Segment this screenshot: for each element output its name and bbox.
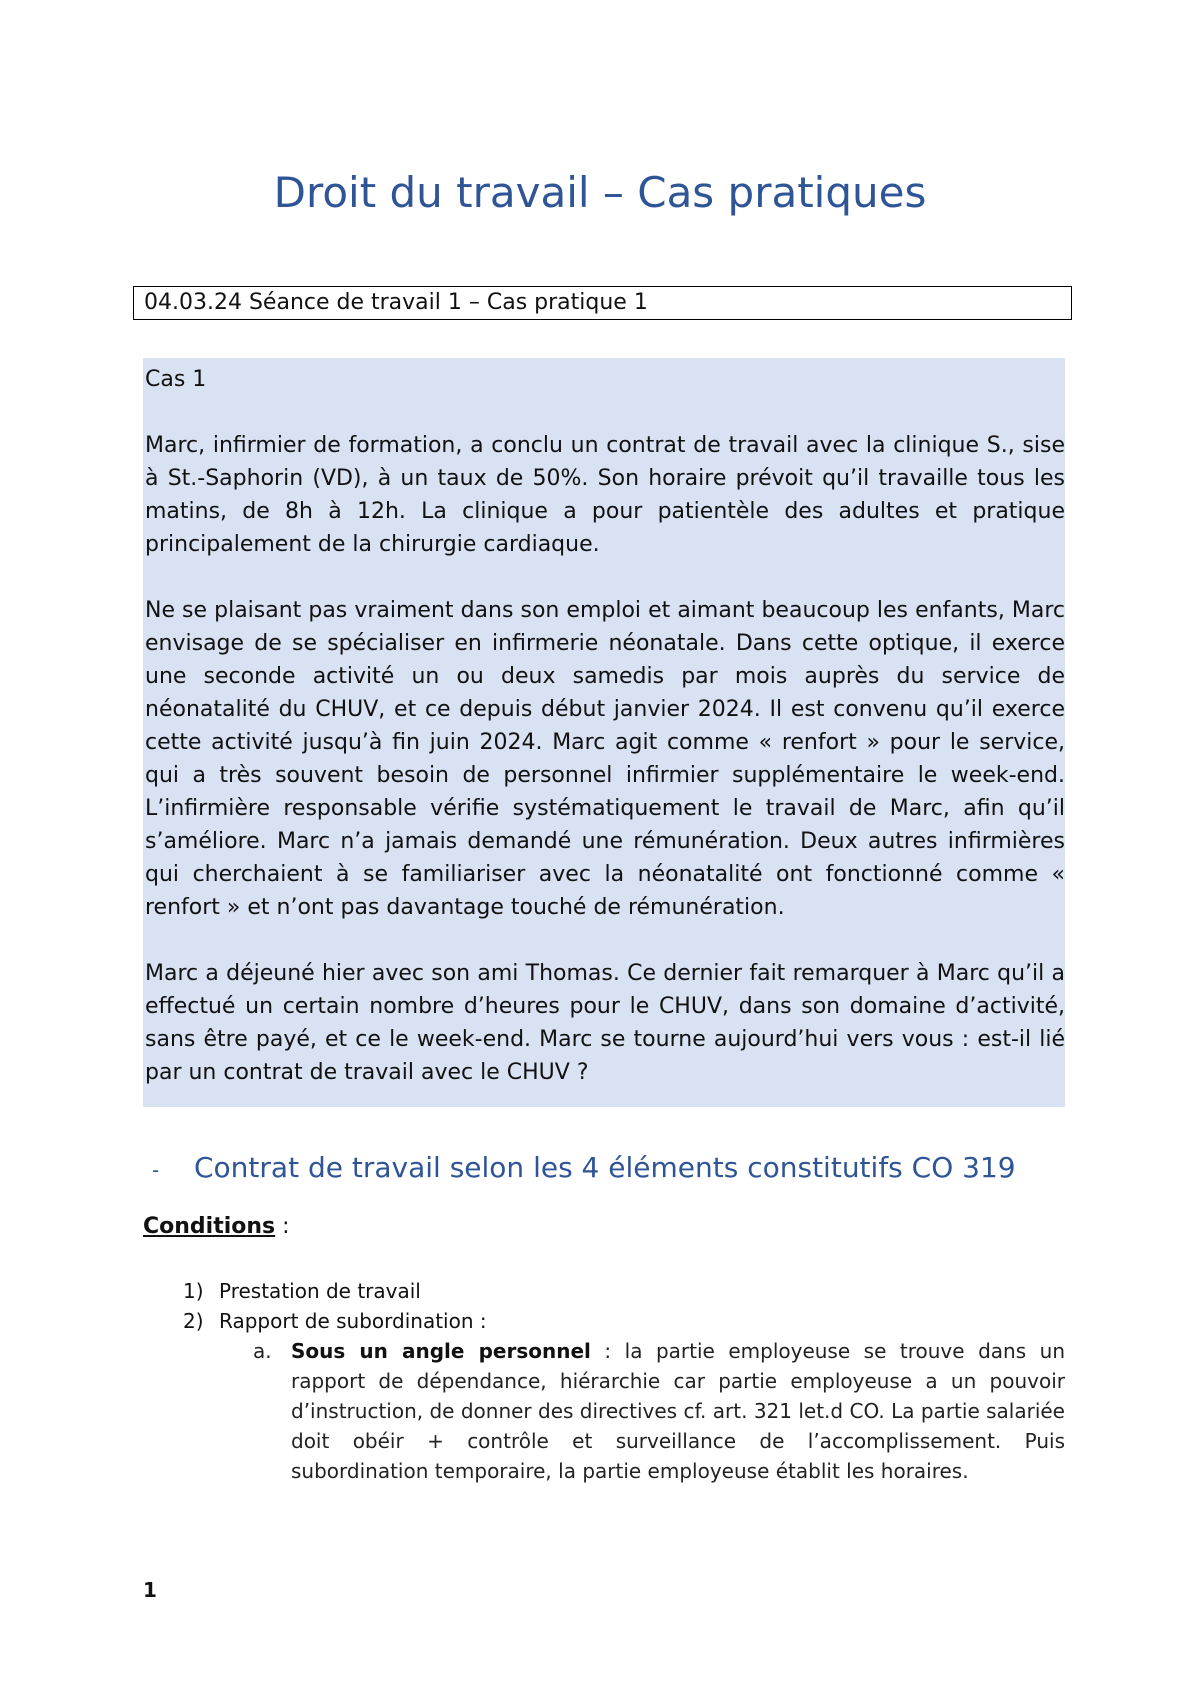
- condition-number: 1): [183, 1279, 204, 1303]
- page-number: 1: [143, 1578, 157, 1602]
- sub-condition-a: [253, 1336, 1065, 1486]
- sub-condition-text: : la partie employeuse se trouve dans un rapport de dépendance, hiérarchie car partie employeuse a un pouvoir d’instruction, de donner des directives cf. art. 321 let.d CO. La partie salariée doit obéir + contrôle et surveillance de l’accomplissement. Puis subordination temporaire, la partie employeuse établit les horaires.: [291, 1339, 1065, 1483]
- sub-condition-letter: a.: [253, 1339, 272, 1363]
- condition-number: 2): [183, 1309, 204, 1333]
- sub-condition-bold: Sous un angle personnel: [291, 1339, 591, 1363]
- conditions-suffix: :: [275, 1214, 290, 1239]
- case-paragraph-1: Marc, infirmier de formation, a conclu un contrat de travail avec la clinique S., sise à St.-Saphorin (VD), à un taux de 50%. Son horaire prévoit qu’il travaille tous les matins, de 8h à 12h. La clinique a pour patientèle des adultes et pratique principalement de la chirurgie cardiaque.: [145, 433, 1065, 557]
- conditions-label: Conditions: [143, 1214, 276, 1239]
- case-paragraph-2: Ne se plaisant pas vraiment dans son emploi et aimant beaucoup les enfants, Marc envisage de se spécialiser en infirmerie néonatale. Dans cette optique, il exerce une seconde activité un ou deux samedis par mois auprès du service de néonatalité du CHUV, et ce depuis début janvier 2024. Il est convenu qu’il exerce cette activité jusqu’à fin juin 2024. Marc agit comme « renfort » pour le service, qui a très souvent besoin de personnel infirmier supplémentaire le week-end. L’infirmière responsable vérifie systématiquement le travail de Marc, afin qu’il s’améliore. Marc n’a jamais demandé une rémunération. Deux autres infirmières qui cherchaient à se familiariser avec la néonatalité ont fonctionné comme « renfort » et n’ont pas davantage touché de rémunération.: [145, 598, 1065, 920]
- condition-text: Rapport de subordination :: [219, 1309, 487, 1333]
- case-box: [143, 358, 1065, 1107]
- condition-item-1: [183, 1276, 421, 1306]
- case-title: Cas 1: [145, 367, 207, 392]
- session-header-box: 04.03.24 Séance de travail 1 – Cas pratique 1: [133, 286, 1072, 320]
- condition-item-2: [183, 1306, 487, 1336]
- document-title: Droit du travail – Cas pratiques: [273, 168, 927, 217]
- heading-text: Contrat de travail selon les 4 éléments constitutifs CO 319: [194, 1151, 1016, 1184]
- heading-bullet: -: [152, 1158, 160, 1182]
- conditions-label-line: [143, 1212, 290, 1242]
- case-paragraph-3: Marc a déjeuné hier avec son ami Thomas. Ce dernier fait remarquer à Marc qu’il a effectué un certain nombre d’heures pour le CHUV, dans son domaine d’activité, sans être payé, et ce le week-end. Marc se tourne aujourd’hui vers vous : est-il lié par un contrat de travail avec le CHUV ?: [145, 961, 1065, 1085]
- section-heading: [152, 1148, 1016, 1190]
- condition-text: Prestation de travail: [219, 1279, 421, 1303]
